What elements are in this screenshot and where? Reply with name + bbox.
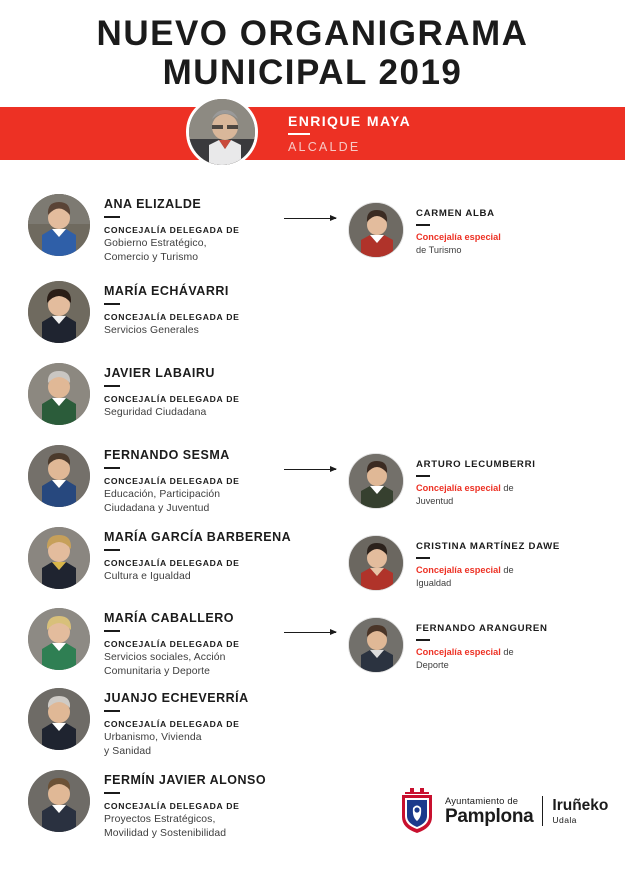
name-divider — [104, 467, 120, 469]
portrait-icon — [28, 770, 90, 832]
logo-line-2: Pamplona — [445, 805, 534, 827]
councillor-text — [104, 608, 240, 678]
name-divider — [104, 216, 120, 218]
portrait-icon — [28, 363, 90, 425]
role-line-2: Comunitaria y Deporte — [104, 665, 211, 677]
councillor-maria-garcia-barberena — [28, 527, 291, 589]
name-divider — [416, 475, 430, 477]
role-line-1: Gobierno Estratégico, — [104, 237, 207, 249]
special-role-rest: de — [500, 483, 514, 493]
role-line-2: Comercio y Turismo — [104, 251, 199, 263]
special-arturo-lecumberri — [348, 453, 536, 509]
portrait-icon — [349, 618, 404, 673]
avatar — [28, 608, 90, 670]
councillor-text — [104, 281, 240, 338]
special-role-second: Juventud — [416, 496, 454, 507]
councillor-name: MARÍA GARCÍA BARBERENA — [104, 530, 292, 544]
avatar — [28, 770, 90, 832]
avatar — [28, 688, 90, 750]
name-divider — [104, 792, 120, 794]
logo-line-1: Ayuntamiento de — [445, 794, 519, 806]
special-role-second: de Turismo — [416, 245, 462, 256]
coat-of-arms-icon — [398, 788, 436, 834]
role-prefix: CONCEJALÍA DELEGADA DE — [104, 394, 240, 404]
councillor-name: FERNANDO SESMA — [104, 448, 230, 462]
councillor-text — [104, 194, 240, 264]
logo-text — [445, 795, 608, 828]
special-name: CRISTINA MARTÍNEZ DAWE — [416, 541, 561, 552]
role-line-2: y Sanidad — [104, 745, 152, 757]
councillor-javier-labairu — [28, 363, 240, 425]
avatar — [28, 527, 90, 589]
role-prefix: CONCEJALÍA DELEGADA DE — [104, 312, 240, 322]
councillor-name: MARÍA ECHÁVARRI — [104, 284, 229, 298]
mayor-name: ENRIQUE MAYA — [288, 113, 412, 129]
portrait-icon — [28, 688, 90, 750]
councillor-name: JUANJO ECHEVERRÍA — [104, 691, 249, 705]
councillor-name: MARÍA CABALLERO — [104, 611, 234, 625]
councillor-juanjo-echeverria — [28, 688, 249, 758]
councillor-text — [104, 770, 266, 840]
role-prefix: CONCEJALÍA DELEGADA DE — [104, 639, 240, 649]
role-line-1: Educación, Participación — [104, 488, 221, 500]
name-divider — [104, 630, 120, 632]
special-text — [416, 453, 536, 508]
mayor-divider — [288, 133, 310, 135]
name-divider — [416, 557, 430, 559]
avatar — [28, 363, 90, 425]
connector-arrow-2 — [284, 469, 336, 470]
special-role — [416, 482, 536, 508]
portrait-icon — [349, 536, 404, 591]
role-prefix: CONCEJALÍA DELEGADA DE — [104, 801, 240, 811]
connector-arrow-3 — [284, 632, 336, 633]
logo-divider — [542, 796, 543, 826]
role-line-1: Seguridad Ciudadana — [104, 406, 207, 418]
special-role — [416, 231, 501, 257]
role-line-1: Servicios sociales, Acción — [104, 651, 226, 663]
councillor-maria-echavarri — [28, 281, 240, 343]
portrait-icon — [28, 445, 90, 507]
portrait-icon — [349, 454, 404, 509]
portrait-icon — [28, 281, 90, 343]
avatar — [348, 453, 404, 509]
title-line-1: NUEVO ORGANIGRAMA — [96, 14, 529, 53]
councillor-text — [104, 445, 240, 515]
councillor-fernando-sesma — [28, 445, 240, 515]
role-line-1: Proyectos Estratégicos, — [104, 813, 216, 825]
special-role-second: Igualdad — [416, 578, 452, 589]
special-text — [416, 202, 501, 257]
councillor-ana-elizalde — [28, 194, 240, 264]
councillor-text — [104, 688, 249, 758]
name-divider — [104, 385, 120, 387]
special-role-strong: Concejalía especial — [416, 647, 501, 657]
councillor-fermin-javier-alonso — [28, 770, 266, 840]
councillor-maria-caballero — [28, 608, 240, 678]
logo-line-3: Iruñeko — [552, 797, 609, 814]
special-text — [416, 617, 548, 672]
special-carmen-alba — [348, 202, 501, 258]
logo-line-4: Udala — [552, 815, 577, 825]
portrait-icon — [349, 203, 404, 258]
portrait-icon — [28, 608, 90, 670]
mayor-role: ALCALDE — [288, 140, 361, 154]
name-divider — [104, 710, 120, 712]
role-line-1: Urbanismo, Vivienda — [104, 731, 202, 743]
avatar — [28, 281, 90, 343]
special-fernando-aranguren — [348, 617, 548, 673]
councillor-text — [104, 527, 291, 584]
avatar — [28, 194, 90, 256]
name-divider — [104, 549, 120, 551]
role-line-2: Ciudadana y Juventud — [104, 502, 210, 514]
name-divider — [416, 639, 430, 641]
special-cristina-martinez-dawe — [348, 535, 560, 591]
title-line-2: MUNICIPAL 2019 — [162, 53, 463, 93]
mayor-avatar — [186, 96, 258, 168]
special-role-rest: de — [500, 565, 514, 575]
special-role-strong: Concejalía especial — [416, 232, 501, 242]
special-role-strong: Concejalía especial — [416, 483, 501, 493]
special-role — [416, 564, 560, 590]
role-line-1: Servicios Generales — [104, 324, 199, 336]
special-role — [416, 646, 548, 672]
role-prefix: CONCEJALÍA DELEGADA DE — [104, 719, 240, 729]
role-line-2: Movilidad y Sostenibilidad — [104, 827, 227, 839]
special-name: FERNANDO ARANGUREN — [416, 623, 548, 634]
special-name: CARMEN ALBA — [416, 208, 495, 219]
special-text — [416, 535, 560, 590]
special-name: ARTURO LECUMBERRI — [416, 459, 536, 470]
role-line-1: Cultura e Igualdad — [104, 570, 191, 582]
avatar — [348, 202, 404, 258]
special-role-second: Deporte — [416, 660, 449, 671]
avatar — [28, 445, 90, 507]
role-prefix: CONCEJALÍA DELEGADA DE — [104, 476, 240, 486]
pamplona-logo — [398, 788, 608, 834]
special-role-strong: Concejalía especial — [416, 565, 501, 575]
connector-arrow-1 — [284, 218, 336, 219]
shield-icon — [398, 788, 436, 834]
role-prefix: CONCEJALÍA DELEGADA DE — [104, 558, 240, 568]
councillor-name: ANA ELIZALDE — [104, 197, 202, 211]
role-prefix: CONCEJALÍA DELEGADA DE — [104, 225, 240, 235]
mayor-info — [288, 113, 411, 154]
avatar — [348, 617, 404, 673]
portrait-icon — [28, 194, 90, 256]
councillor-name: FERMÍN JAVIER ALONSO — [104, 773, 267, 787]
name-divider — [104, 303, 120, 305]
special-role-rest: de — [500, 647, 514, 657]
avatar — [348, 535, 404, 591]
name-divider — [416, 224, 430, 226]
councillor-name: JAVIER LABAIRU — [104, 366, 215, 380]
page-title — [0, 0, 625, 92]
councillor-text — [104, 363, 240, 420]
portrait-icon — [28, 527, 90, 589]
